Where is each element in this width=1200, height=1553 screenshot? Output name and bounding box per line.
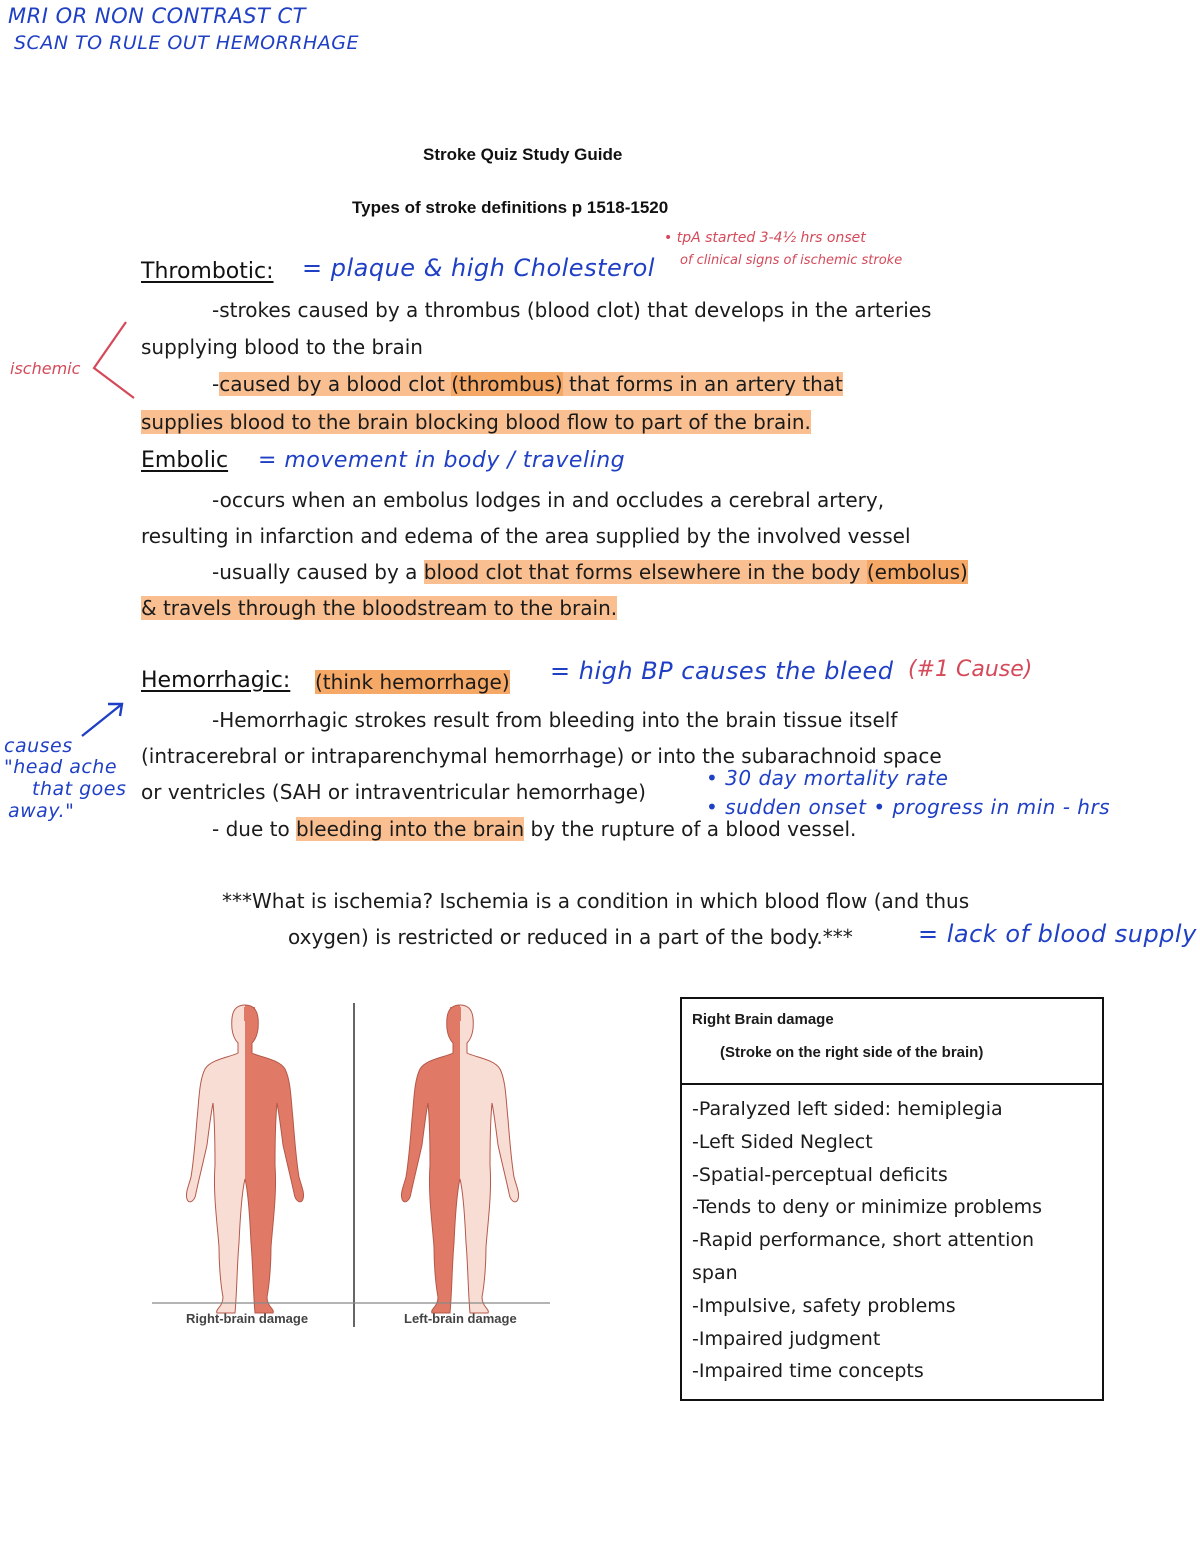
thrombotic-hl-b: (thrombus) bbox=[451, 372, 563, 396]
page-subtitle: Types of stroke definitions p 1518-1520 bbox=[352, 198, 669, 217]
embolic-hl-line2: & travels through the bloodstream to the brain. bbox=[141, 596, 618, 620]
ischemic-bracket-icon bbox=[86, 318, 138, 402]
hemorrhagic-p2-pre: - due to bbox=[212, 817, 297, 841]
note-tpa-line2: of clinical signs of ischemic stroke bbox=[680, 253, 903, 268]
thrombotic-heading: Thrombotic: bbox=[141, 259, 274, 284]
note-mortality: • 30 day mortality rate bbox=[706, 766, 949, 790]
note-tpa-line1: • tpA started 3-4½ hrs onset bbox=[664, 230, 866, 246]
embolic-p2-line1 bbox=[212, 560, 968, 584]
hemorrhagic-p2-hl: bleeding into the brain bbox=[296, 817, 525, 841]
hemorrhagic-think bbox=[315, 670, 510, 694]
list-item: span bbox=[692, 1261, 738, 1284]
figure-label-right-brain: Right-brain damage bbox=[186, 1311, 309, 1326]
note-scan: SCAN TO RULE OUT HEMORRHAGE bbox=[14, 32, 359, 54]
thrombotic-p2-line2 bbox=[141, 410, 811, 434]
note-sudden-onset: • sudden onset • progress in min - hrs bbox=[706, 795, 1111, 819]
thrombotic-p1-line1: -strokes caused by a thrombus (blood clot) that develops in the arteries bbox=[212, 298, 932, 322]
embolic-p1-line2: resulting in infarction and edema of the area supplied by the involved vessel bbox=[141, 524, 911, 548]
thrombotic-hl-line2: supplies blood to the brain blocking blood flow to part of the brain. bbox=[141, 410, 811, 434]
hemorrhagic-note: = high BP causes the bleed bbox=[550, 657, 894, 685]
thrombotic-hl-c: that forms in an artery that bbox=[562, 372, 843, 396]
embolic-p2-line2 bbox=[141, 596, 617, 620]
embolic-note: = movement in body / traveling bbox=[258, 448, 626, 473]
list-item: -Tends to deny or minimize problems bbox=[692, 1196, 1042, 1219]
ischemia-line2: oxygen) is restricted or reduced in a part of the body.*** bbox=[288, 925, 853, 949]
note-causes-2: "head ache bbox=[4, 756, 118, 778]
note-mri: MRI OR NON CONTRAST CT bbox=[8, 4, 307, 28]
list-item: -Impaired time concepts bbox=[692, 1360, 924, 1383]
right-brain-damage-list bbox=[692, 1093, 1042, 1388]
note-causes-3: that goes bbox=[32, 778, 127, 800]
thrombotic-p2-line1 bbox=[212, 372, 843, 396]
thrombotic-p1-line2: supplying blood to the brain bbox=[141, 335, 423, 359]
embolic-hl: blood clot that forms elsewhere in the body bbox=[423, 560, 867, 584]
hemorrhagic-think-hl: (think hemorrhage) bbox=[315, 670, 510, 694]
right-brain-damage-table bbox=[680, 997, 1104, 1401]
thrombotic-dash: - bbox=[212, 372, 220, 396]
thrombotic-hl-a: caused by a blood clot bbox=[219, 372, 452, 396]
list-item: -Left Sided Neglect bbox=[692, 1130, 873, 1153]
embolic-heading: Embolic bbox=[141, 448, 229, 473]
right-brain-damage-title: Right Brain damage bbox=[692, 1011, 834, 1028]
list-item: -Impaired judgment bbox=[692, 1327, 881, 1350]
hemorrhagic-cause-note: (#1 Cause) bbox=[908, 657, 1033, 682]
hemorrhagic-p1-line2: (intracerebral or intraparenchymal hemorrhage) or into the subarachnoid space bbox=[141, 744, 942, 768]
note-causes-1: causes bbox=[4, 735, 73, 757]
ischemia-line1: ***What is ischemia? Ischemia is a condition in which blood flow (and thus bbox=[222, 889, 970, 913]
list-item: -Impulsive, safety problems bbox=[692, 1294, 956, 1317]
thrombotic-note: = plaque & high Cholesterol bbox=[302, 254, 655, 282]
embolic-pre: -usually caused by a bbox=[212, 560, 424, 584]
hemorrhagic-p1-line3: or ventricles (SAH or intraventricular hemorrhage) bbox=[141, 780, 646, 804]
hemorrhagic-p1-line1: -Hemorrhagic strokes result from bleeding into the brain tissue itself bbox=[212, 708, 898, 732]
brain-damage-figure bbox=[140, 995, 560, 1335]
embolic-hl2: (embolus) bbox=[866, 560, 968, 584]
embolic-p1-line1: -occurs when an embolus lodges in and occludes a cerebral artery, bbox=[212, 488, 885, 512]
hemorrhagic-p2-post: by the rupture of a blood vessel. bbox=[524, 817, 857, 841]
right-brain-damage-subtitle: (Stroke on the right side of the brain) bbox=[720, 1044, 984, 1061]
note-ischemic: ischemic bbox=[10, 359, 81, 378]
arrow-up-right-icon bbox=[78, 698, 128, 740]
right-brain-damage-header bbox=[682, 999, 1102, 1085]
note-ischemia: = lack of blood supply bbox=[918, 920, 1197, 948]
list-item: -Paralyzed left sided: hemiplegia bbox=[692, 1098, 1003, 1120]
figure-label-left-brain: Left-brain damage bbox=[404, 1311, 517, 1326]
page-title: Stroke Quiz Study Guide bbox=[423, 145, 623, 164]
list-item: -Rapid performance, short attention bbox=[692, 1229, 1035, 1252]
note-causes-4: away." bbox=[8, 800, 75, 822]
hemorrhagic-heading: Hemorrhagic: bbox=[141, 668, 291, 693]
list-item: -Spatial-perceptual deficits bbox=[692, 1163, 948, 1186]
hemorrhagic-p2 bbox=[212, 817, 856, 841]
